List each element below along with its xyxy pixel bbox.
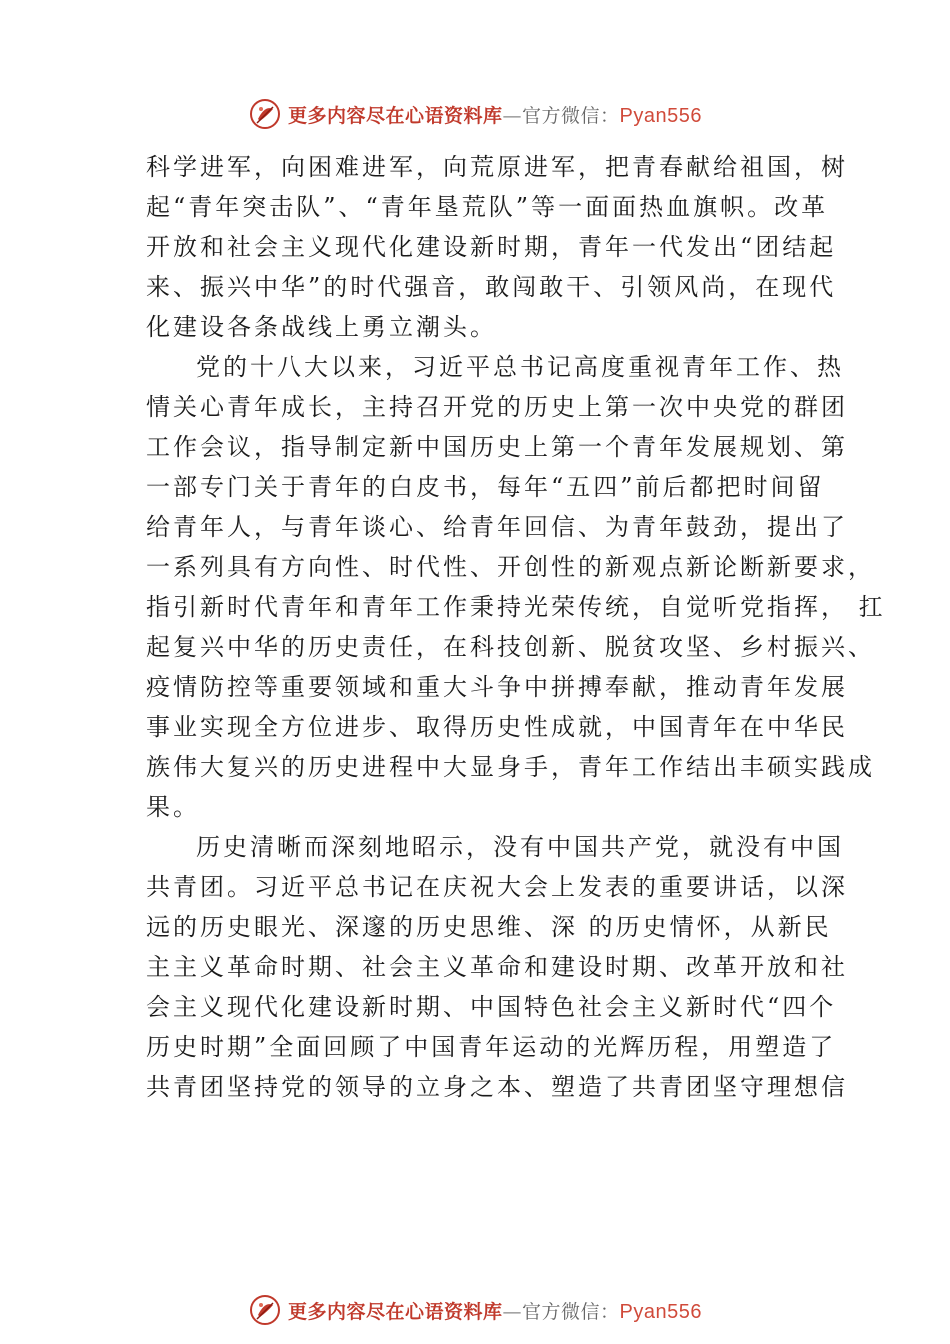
footer-banner <box>0 1290 950 1330</box>
body-line: 起“青年突击队”、“青年垦荒队”等一面面热血旗帜。改革 <box>146 193 829 221</box>
footer-wechat-label: 官方微信： <box>522 1300 620 1323</box>
header-wechat-label: 官方微信： <box>522 104 620 127</box>
body-line: 党的十八大以来，习近平总书记高度重视青年工作、热 <box>196 353 844 381</box>
header-banner-text <box>288 101 702 128</box>
body-line: 起复兴中华的历史责任，在科技创新、脱贫攻坚、乡村振兴、 <box>146 633 875 661</box>
document-body <box>146 147 886 1107</box>
body-line: 情关心青年成长，主持召开党的历史上第一次中央党的群团 <box>146 393 848 421</box>
body-line: 事业实现全方位进步、取得历史性成就，中国青年在中华民 <box>146 713 848 741</box>
footer-separator: — <box>502 1300 523 1323</box>
footer-banner-text <box>288 1297 702 1324</box>
body-line: 历史清晰而深刻地昭示，没有中国共产党，就没有中国 <box>196 833 844 861</box>
body-line: 一部专门关于青年的白皮书，每年“五四”前后都把时间留 <box>146 473 825 501</box>
logo-icon <box>248 1293 282 1327</box>
body-line: 历史时期”全面回顾了中国青年运动的光辉历程，用塑造了 <box>146 1033 837 1061</box>
body-line: 共青团坚持党的领导的立身之本、塑造了共青团坚守理想信 <box>146 1073 848 1101</box>
body-line: 一系列具有方向性、时代性、开创性的新观点新论断新要求， <box>146 553 875 581</box>
body-line: 指引新时代青年和青年工作秉持光荣传统，自觉听党指挥， 扛 <box>146 593 886 621</box>
body-line: 会主义现代化建设新时期、中国特色社会主义新时代“四个 <box>146 993 837 1021</box>
body-line: 开放和社会主义现代化建设新时期，青年一代发出“团结起 <box>146 233 837 261</box>
body-line: 果。 <box>146 793 200 821</box>
body-line: 共青团。习近平总书记在庆祝大会上发表的重要讲话，以深 <box>146 873 848 901</box>
body-line: 来、振兴中华”的时代强音，敢闯敢干、引领风尚，在现代 <box>146 273 837 301</box>
body-line: 科学进军，向困难进军，向荒原进军，把青春献给祖国，树 <box>146 153 848 181</box>
footer-brand: 更多内容尽在心语资料库 <box>288 1300 503 1323</box>
header-wechat-id: Pyan556 <box>619 104 702 127</box>
body-line: 族伟大复兴的历史进程中大显身手，青年工作结出丰硕实践成 <box>146 753 875 781</box>
body-line: 主主义革命时期、社会主义革命和建设时期、改革开放和社 <box>146 953 848 981</box>
footer-wechat-id: Pyan556 <box>619 1300 702 1323</box>
body-line: 工作会议，指导制定新中国历史上第一个青年发展规划、第 <box>146 433 848 461</box>
body-line: 远的历史眼光、深邃的历史思维、深 的历史情怀，从新民 <box>146 913 832 941</box>
body-line: 化建设各条战线上勇立潮头。 <box>146 313 497 341</box>
logo-icon <box>248 97 282 131</box>
header-separator: — <box>502 104 523 127</box>
header-brand: 更多内容尽在心语资料库 <box>288 104 503 127</box>
body-line: 给青年人，与青年谈心、给青年回信、为青年鼓劲，提出了 <box>146 513 848 541</box>
header-banner <box>0 94 950 134</box>
body-line: 疫情防控等重要领域和重大斗争中拼搏奉献，推动青年发展 <box>146 673 848 701</box>
